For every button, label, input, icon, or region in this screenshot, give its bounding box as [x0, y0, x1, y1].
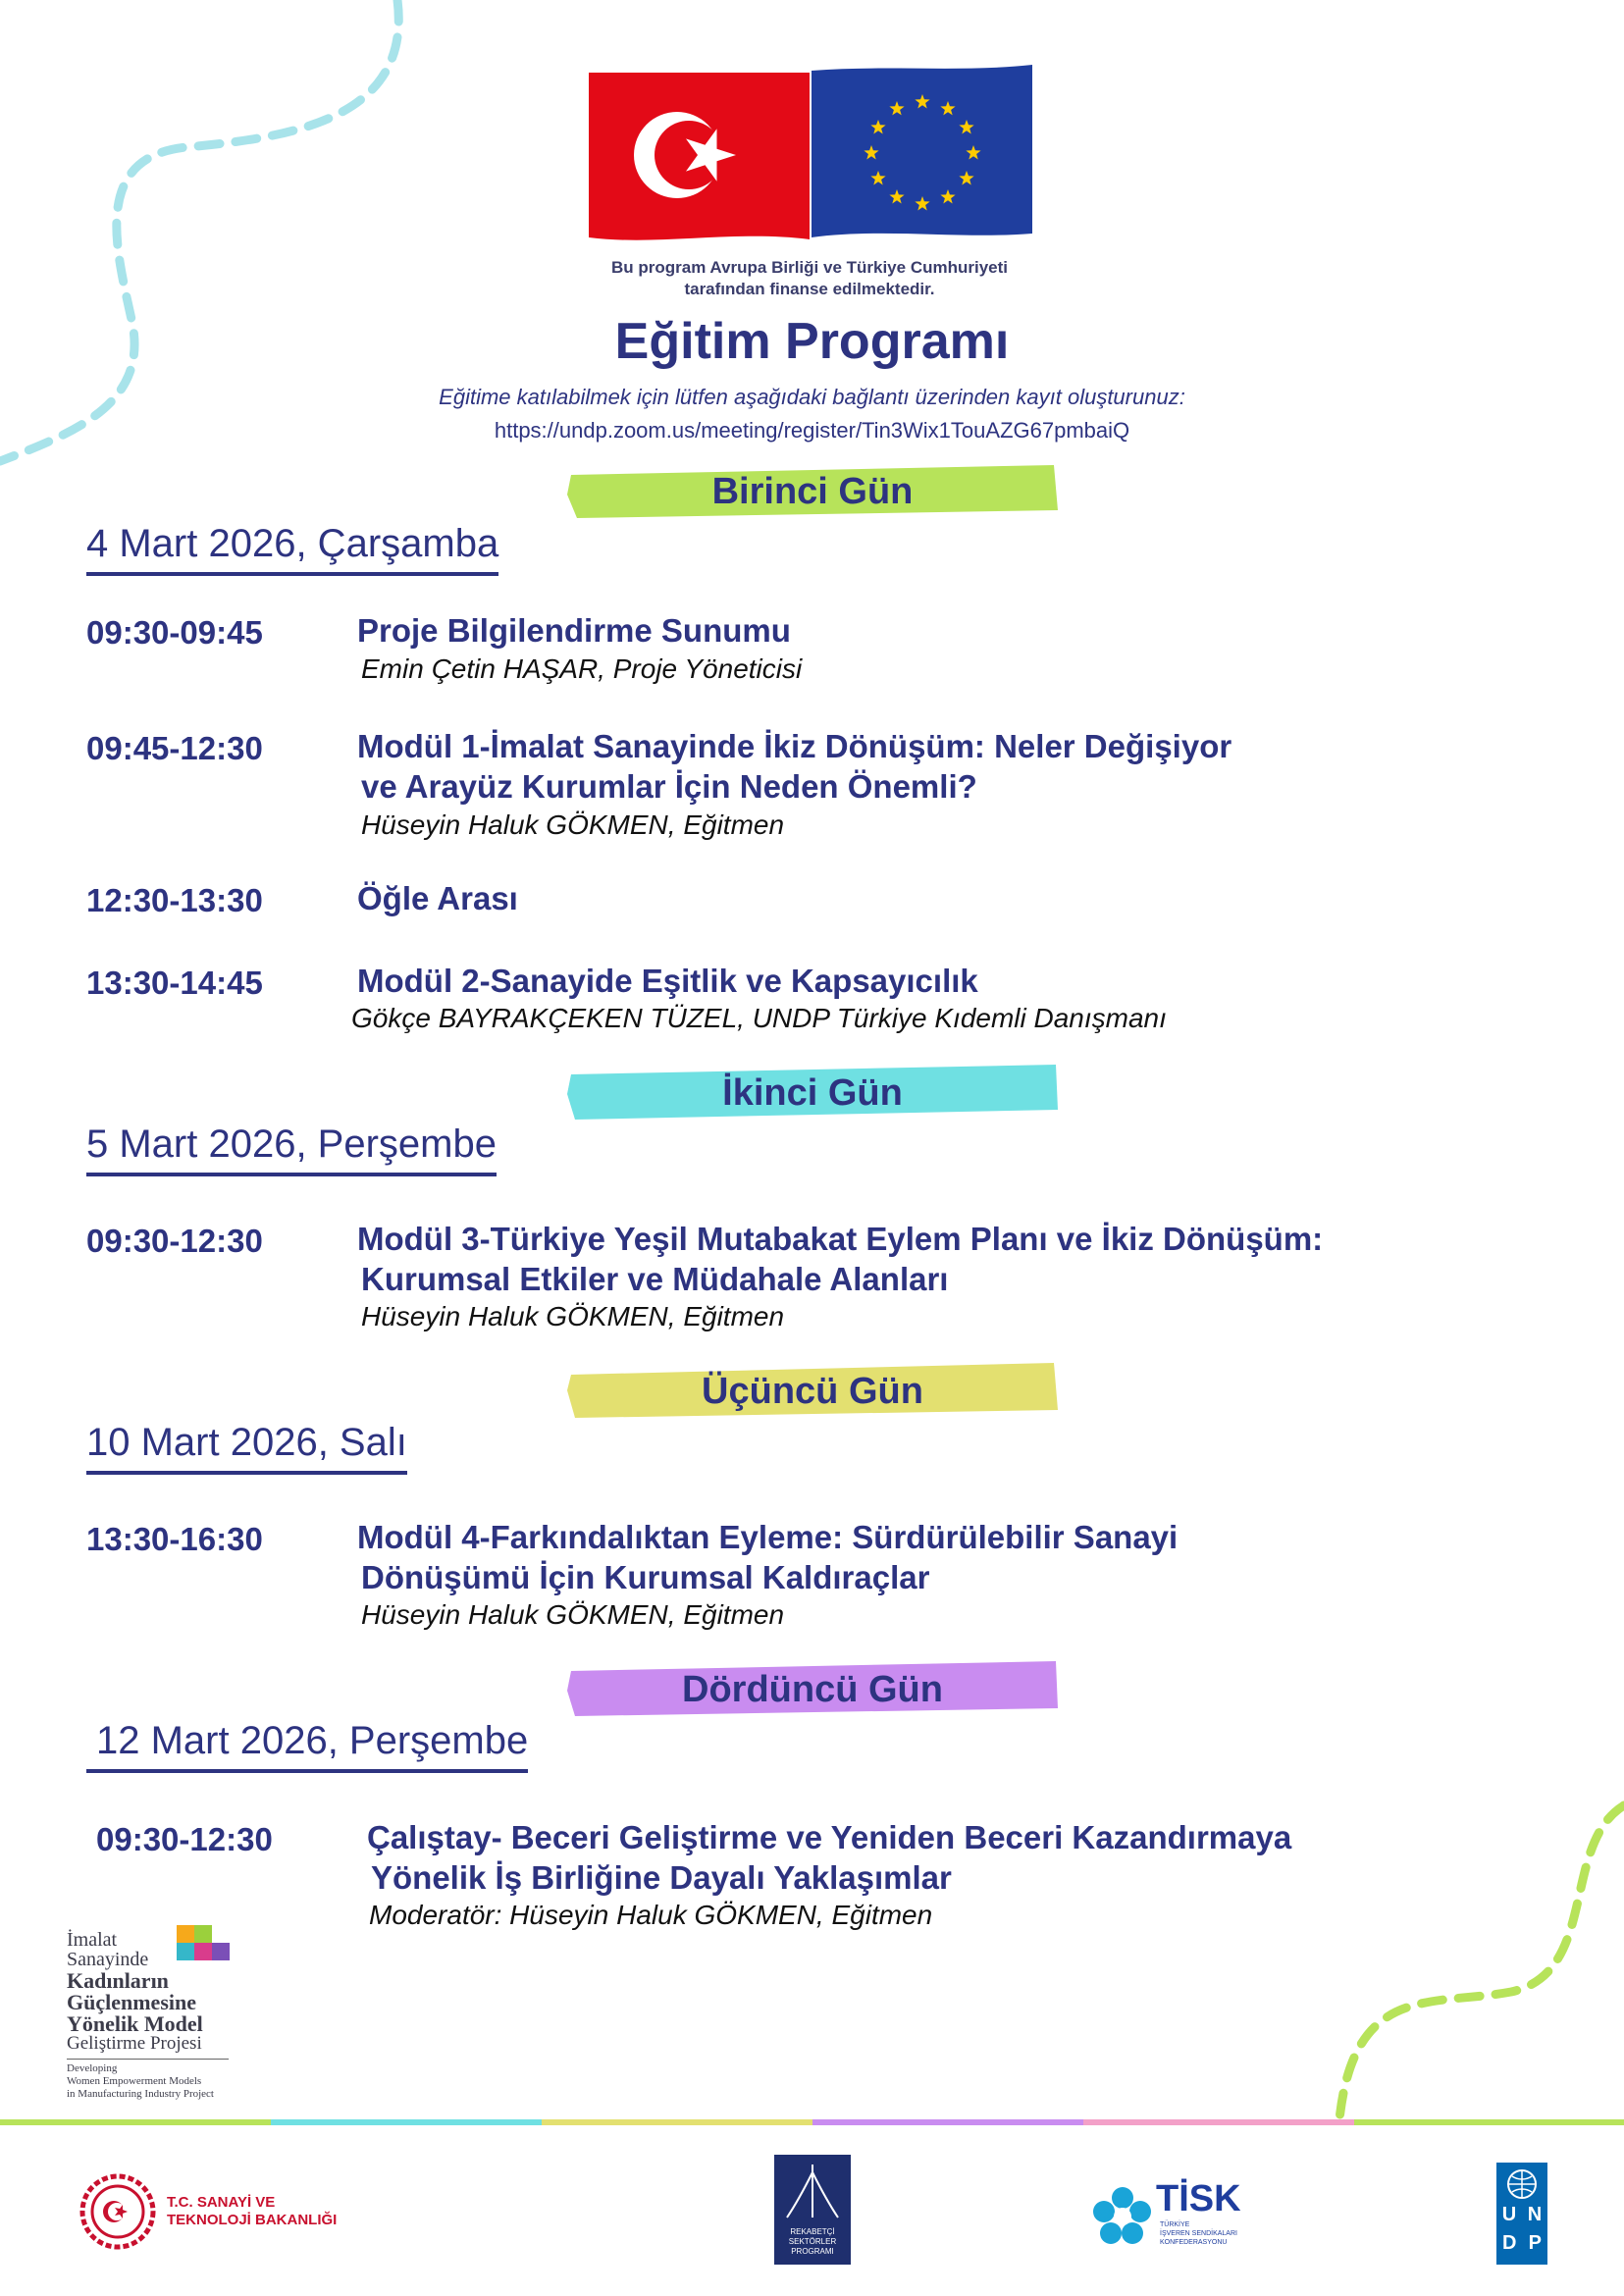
- session-title: Çalıştay- Beceri Geliştirme ve Yeniden Beceri Kazandırmaya: [367, 1819, 1292, 1855]
- project-logo: [67, 1925, 243, 2112]
- session-title: Öğle Arası: [357, 880, 518, 916]
- day3-date: 10 Mart 2026, Salı: [86, 1421, 407, 1475]
- session-time: 09:45-12:30: [86, 730, 263, 766]
- day4-label: Dördüncü Gün: [682, 1669, 943, 1710]
- tisk-name: TİSK: [1156, 2178, 1241, 2219]
- tisk-logo: [1091, 2178, 1258, 2257]
- session-speaker: Moderatör: Hüseyin Haluk GÖKMEN, Eğitmen: [369, 1900, 933, 1930]
- day3-label: Üçüncü Gün: [702, 1371, 923, 1412]
- undp-letter: P: [1528, 2232, 1542, 2254]
- ministry-name: T.C. SANAYİ VE: [167, 2194, 276, 2211]
- logo-line: Geliştirme Projesi: [67, 2033, 202, 2054]
- logo-line: Kadınların: [67, 1968, 169, 1993]
- session-title-cont: Yönelik İş Birliğine Dayalı Yaklaşımlar: [371, 1859, 952, 1896]
- logo-line: Güçlenmesine: [67, 1990, 196, 2014]
- rsp-text: REKABETÇİ: [790, 2227, 835, 2236]
- ministry-logo: [79, 2172, 373, 2255]
- funding-line-2: tarafından finanse edilmektedir.: [684, 280, 935, 298]
- undp-letters: [1496, 2204, 1547, 2255]
- logo-line: Sanayinde: [67, 1949, 149, 1970]
- rsp-logo: [774, 2155, 851, 2265]
- session-title: Modül 1-İmalat Sanayinde İkiz Dönüşüm: Neler Değişiyor: [357, 728, 1232, 764]
- decorative-curve-top-left: [0, 0, 412, 491]
- logo-line: İmalat: [67, 1929, 118, 1951]
- logo-line: Yönelik Model: [67, 2011, 203, 2036]
- session-speaker: Hüseyin Haluk GÖKMEN, Eğitmen: [361, 1301, 785, 1331]
- session-time: 13:30-14:45: [86, 965, 263, 1001]
- session-title-cont: Dönüşümü İçin Kurumsal Kaldıraçlar: [361, 1559, 930, 1595]
- session-time: 09:30-09:45: [86, 614, 263, 651]
- day2-label: İkinci Gün: [722, 1072, 903, 1114]
- funding-line-1: Bu program Avrupa Birliği ve Türkiye Cumhuriyeti: [611, 258, 1008, 277]
- tisk-subtext: TÜRKİYE: [1160, 2221, 1190, 2228]
- session-time: 09:30-12:30: [96, 1821, 273, 1857]
- day2-date: 5 Mart 2026, Perşembe: [86, 1122, 497, 1176]
- tisk-subtext: KONFEDERASYONU: [1160, 2239, 1228, 2246]
- day1-date: 4 Mart 2026, Çarşamba: [86, 522, 498, 576]
- footer-color-stripe: [0, 2119, 1624, 2125]
- ministry-emblem-icon: [79, 2172, 157, 2251]
- session-speaker: Hüseyin Haluk GÖKMEN, Eğitmen: [361, 1599, 785, 1630]
- turkey-eu-flags: [589, 65, 1032, 241]
- page-title: Eğitim Programı: [614, 313, 1010, 370]
- undp-letter: D: [1502, 2232, 1517, 2254]
- tisk-subtext: İŞVEREN SENDİKALARI: [1160, 2230, 1237, 2237]
- un-emblem-icon: [1504, 2166, 1540, 2202]
- day1-label: Birinci Gün: [711, 471, 914, 512]
- tisk-flower-icon: [1091, 2184, 1154, 2247]
- session-title: Modül 3-Türkiye Yeşil Mutabakat Eylem Planı ve İkiz Dönüşüm:: [357, 1221, 1324, 1257]
- logo-english: Developing: [67, 2062, 118, 2074]
- session-time: 13:30-16:30: [86, 1521, 263, 1557]
- session-title-cont: Kurumsal Etkiler ve Müdahale Alanları: [361, 1261, 949, 1297]
- ministry-name: TEKNOLOJİ BAKANLIĞI: [167, 2212, 338, 2228]
- session-speaker: Emin Çetin HAŞAR, Proje Yöneticisi: [361, 653, 803, 684]
- session-speaker: Gökçe BAYRAKÇEKEN TÜZEL, UNDP Türkiye Kıdemli Danışmanı: [351, 1003, 1167, 1033]
- session-title: Modül 4-Farkındalıktan Eyleme: Sürdürülebilir Sanayi: [357, 1519, 1179, 1555]
- registration-link[interactable]: https://undp.zoom.us/meeting/register/Tin3Wix1TouAZG67pmbaiQ: [494, 418, 1130, 443]
- session-title-cont: ve Arayüz Kurumlar İçin Neden Önemli?: [361, 768, 977, 805]
- decorative-curve-bottom-right: [1315, 1786, 1624, 2139]
- session-time: 09:30-12:30: [86, 1223, 263, 1259]
- project-logo-squares: [173, 1925, 232, 1972]
- rsp-emblem-icon: [783, 2163, 842, 2219]
- logo-english: Women Empowerment Models: [67, 2075, 202, 2087]
- session-speaker: Hüseyin Haluk GÖKMEN, Eğitmen: [361, 809, 785, 840]
- day4-date: 12 Mart 2026, Perşembe: [86, 1719, 528, 1773]
- undp-letter: N: [1527, 2204, 1543, 2225]
- rsp-text: SEKTÖRLER: [788, 2237, 837, 2246]
- undp-logo: [1496, 2163, 1547, 2265]
- undp-letter: U: [1501, 2204, 1517, 2225]
- session-title: Proje Bilgilendirme Sunumu: [357, 612, 791, 649]
- session-time: 12:30-13:30: [86, 882, 263, 918]
- logo-english: in Manufacturing Industry Project: [67, 2088, 214, 2100]
- session-title: Modül 2-Sanayide Eşitlik ve Kapsayıcılık: [357, 963, 978, 999]
- logo-divider: [67, 2059, 229, 2060]
- registration-instruction: Eğitime katılabilmek için lütfen aşağıdaki bağlantı üzerinden kayıt oluşturunuz:: [439, 385, 1185, 409]
- rsp-text: PROGRAMI: [791, 2247, 834, 2256]
- funding-statement: [550, 257, 1070, 300]
